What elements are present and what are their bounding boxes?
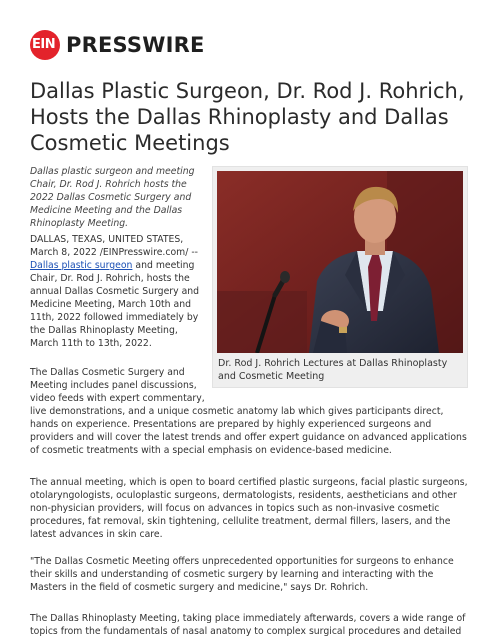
einpresswire-logo[interactable] [30, 30, 205, 60]
logo-mark [30, 30, 70, 60]
logo-mark-text: EIN [32, 37, 56, 52]
speaker-photo [217, 171, 463, 353]
dateline-paragraph [30, 233, 208, 350]
paragraph-4: "The Dallas Cosmetic Meeting offers unprecedented opportunities for surgeons to enhance their skills and understanding of cosmetic surgery by learning and interacting with the Masters in the field of cosmetic surgery and medicine," says Dr. Rohrich. [30, 556, 454, 593]
article-figure [212, 166, 468, 388]
dallas-plastic-surgeon-link[interactable]: Dallas plastic surgeon [30, 260, 133, 271]
article-headline: Dallas Plastic Surgeon, Dr. Rod J. Rohrich, Hosts the Dallas Rhinoplasty and Dallas Cosmetic Meetings [30, 79, 465, 155]
article-summary: Dallas plastic surgeon and meeting Chair, Dr. Rod J. Rohrich hosts the 2022 Dallas Cosmetic Surgery and Medicine Meeting and the Dallas Rhinoplasty Meeting. [30, 166, 195, 229]
paragraph-2-body: live demonstrations, and a unique cosmetic anatomy lab which gives participants direct, hands on experience. Presentations are prepared by highly experienced surgeons and providers and will cover the latest trends and offer expert guidance on advanced applications of cosmetic treatments with a special emphasis on evidence-based medicine. [30, 406, 467, 456]
paragraph-3: The annual meeting, which is open to board certified plastic surgeons, facial plastic surgeons, otolaryngologists, oculoplastic surgeons, dermatologists, residents, aestheticians and other non-physician providers, will focus on advances in topics such as non-invasive cosmetic procedures, fat removal, skin tightening, cellulite treatment, dermal fillers, lasers, and the latest advances in skin care. [30, 477, 468, 540]
speaker-photo-illustration [217, 171, 463, 353]
logo-wordmark: PRESSWIRE [66, 33, 205, 57]
paragraph-5: The Dallas Rhinoplasty Meeting, taking place immediately afterwards, covers a wide range of topics from the fundamentals of nasal anatomy to complex surgical procedures and detailed [30, 613, 466, 637]
dateline-continuation: and meeting Chair, Dr. Rod J. Rohrich, hosts the annual Dallas Cosmetic Surgery and Medicine Meeting, March 10th and 11th, 2022 followed immediately by the Dallas Rhinoplasty Meeting, March 11th to 13th, 2022. [30, 260, 200, 349]
paragraph-2-intro: The Dallas Cosmetic Surgery and Meeting includes panel discussions, video feeds with expert commentary, [30, 367, 205, 404]
photo-caption: Dr. Rod J. Rohrich Lectures at Dallas Rhinoplasty and Cosmetic Meeting [218, 358, 448, 382]
dateline-text: DALLAS, TEXAS, UNITED STATES, March 8, 2022 /EINPresswire.com/ -- [30, 234, 199, 258]
